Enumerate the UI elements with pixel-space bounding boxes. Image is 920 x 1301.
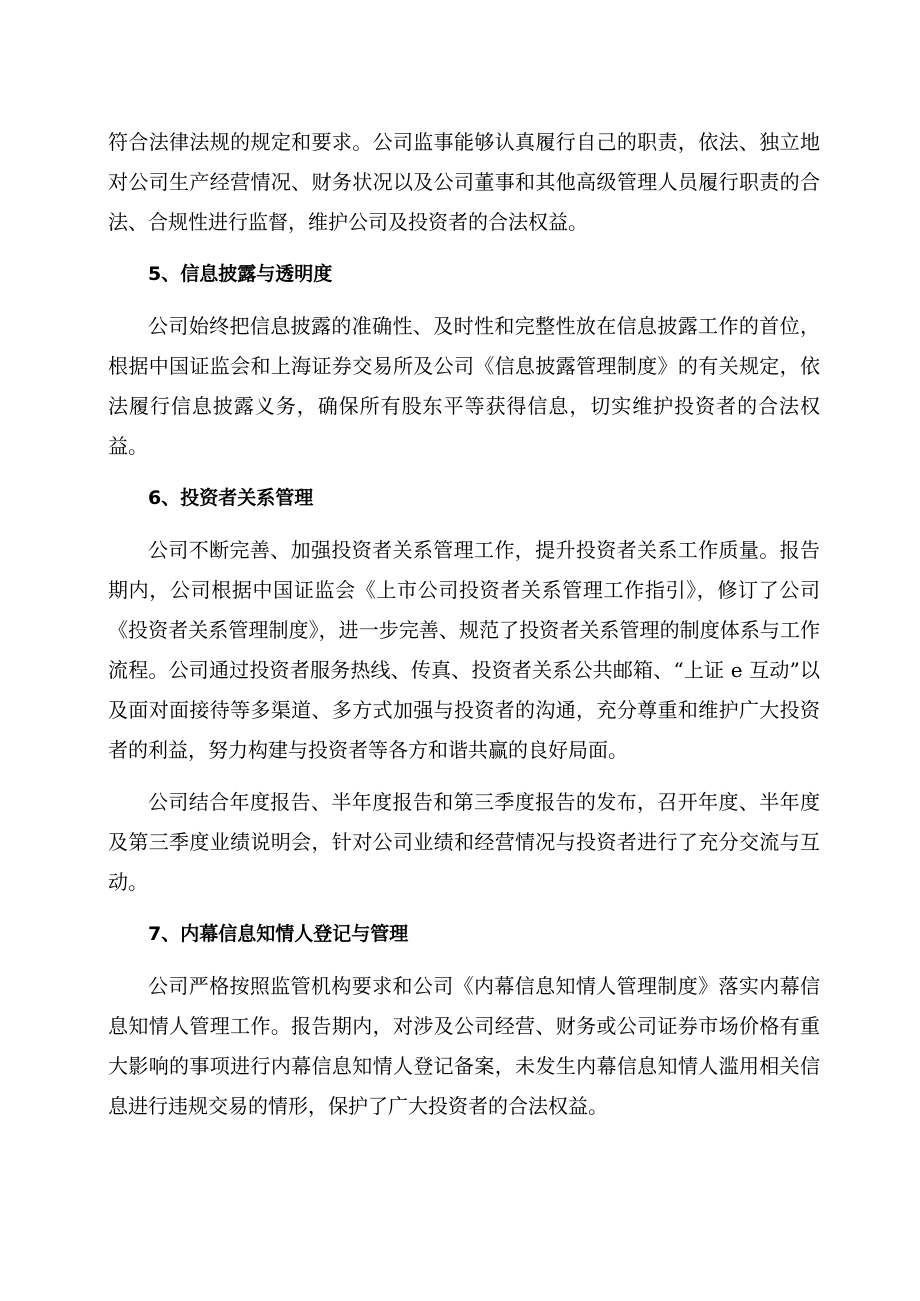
spacer [108,242,820,254]
section-5-heading: 5、信息披露与透明度 [148,263,333,285]
section-6-heading: 6、投资者关系管理 [148,487,314,509]
spacer [108,518,820,530]
spacer [108,770,820,782]
spacer [108,294,820,306]
section-6-paragraph-2: 公司结合年度报告、半年度报告和第三季度报告的发布，召开年度、半年度及第三季度业绩说明会，针对公司业绩和经营情况与投资者进行了充分交流与互动。 [108,790,820,894]
paragraph-intro: 符合法律法规的规定和要求。公司监事能够认真履行自己的职责，依法、独立地对公司生产经营情况、财务状况以及公司董事和其他高级管理人员履行职责的合法、合规性进行监督，维护公司及投资者的合法权益。 [108,130,820,234]
spacer [108,902,820,914]
section-6-paragraph-1: 公司不断完善、加强投资者关系管理工作，提升投资者关系工作质量。报告期内，公司根据中国证监会《上市公司投资者关系管理工作指引》，修订了公司《投资者关系管理制度》，进一步完善、规范了投资者关系管理的制度体系与工作流程。公司通过投资者服务热线、传真、投资者关系公共邮箱、“上证 e 互动”以及面对面接待等多渠道、多方式加强与投资者的沟通，充分尊重和维护广大投资者的利益，努力构建与投资者等各方和谐共赢的良好局面。 [108,538,820,762]
spacer [108,466,820,478]
spacer [108,954,820,966]
section-5-paragraph: 公司始终把信息披露的准确性、及时性和完整性放在信息披露工作的首位，根据中国证监会和上海证券交易所及公司《信息披露管理制度》的有关规定，依法履行信息披露义务，确保所有股东平等获得信息，切实维护投资者的合法权益。 [108,314,820,458]
section-7-heading: 7、内幕信息知情人登记与管理 [148,923,409,945]
section-7-paragraph: 公司严格按照监管机构要求和公司《内幕信息知情人管理制度》落实内幕信息知情人管理工作。报告期内，对涉及公司经营、财务或公司证券市场价格有重大影响的事项进行内幕信息知情人登记备案，未发生内幕信息知情人滥用相关信息进行违规交易的情形，保护了广大投资者的合法权益。 [108,974,820,1118]
document-body [108,122,820,1126]
